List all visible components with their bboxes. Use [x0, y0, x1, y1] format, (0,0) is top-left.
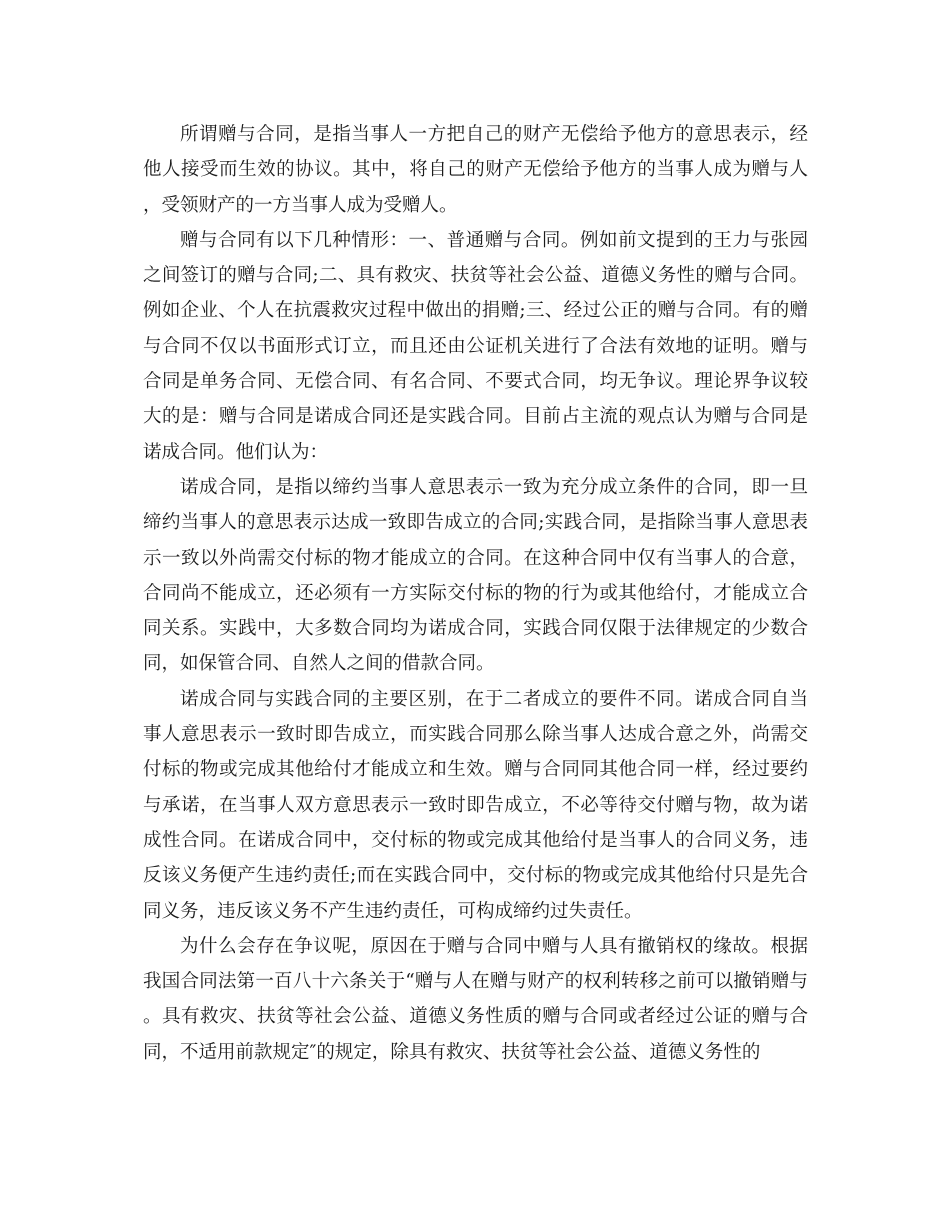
paragraph: 诺成合同，是指以缔约当事人意思表示一致为充分成立条件的合同，即一旦缔约当事人的意思表示达成一致即告成立的合同;实践合同，是指除当事人意思表示一致以外尚需交付标的物才能成立的合同。在这种合同中仅有当事人的合意，合同尚不能成立，还必须有一方实际交付标的物的行为或其他给付，才能成立合同关系。实践中，大多数合同均为诺成合同，实践合同仅限于法律规定的少数合同，如保管合同、自然人之间的借款合同。	[143, 476, 808, 675]
paragraph: 诺成合同与实践合同的主要区别，在于二者成立的要件不同。诺成合同自当事人意思表示一致时即告成立，而实践合同那么除当事人达成合意之外，尚需交付标的物或完成其他给付才能成立和生效。赠与合同同其他合同一样，经过要约与承诺，在当事人双方意思表示一致时即告成立，不必等待交付赠与物，故为诺成性合同。在诺成合同中，交付标的物或完成其他给付是当事人的合同义务，违反该义务便产生违约责任;而在实践合同中，交付标的物或完成其他给付只是先合同义务，违反该义务不产生违约责任，可构成缔约过失责任。	[143, 688, 808, 922]
document-body	[143, 117, 808, 1070]
paragraph: 赠与合同有以下几种情形：一、普通赠与合同。例如前文提到的王力与张园之间签订的赠与合同;二、具有救灾、扶贫等社会公益、道德义务性的赠与合同。例如企业、个人在抗震救灾过程中做出的捐赠;三、经过公正的赠与合同。有的赠与合同不仅以书面形式订立，而且还由公证机关进行了合法有效地的证明。赠与合同是单务合同、无偿合同、有名合同、不要式合同，均无争议。理论界争议较大的是：赠与合同是诺成合同还是实践合同。目前占主流的观点认为赠与合同是诺成合同。他们认为：	[143, 229, 808, 463]
paragraph: 为什么会存在争议呢，原因在于赠与合同中赠与人具有撤销权的缘故。根据我国合同法第一百八十六条关于“赠与人在赠与财产的权利转移之前可以撤销赠与。具有救灾、扶贫等社会公益、道德义务性质的赠与合同或者经过公证的赠与合同，不适用前款规定″的规定，除具有救灾、扶贫等社会公益、道德义务性的	[143, 935, 808, 1063]
paragraph: 所谓赠与合同，是指当事人一方把自己的财产无偿给予他方的意思表示，经他人接受而生效的协议。其中，将自己的财产无偿给予他方的当事人成为赠与人，受领财产的一方当事人成为受赠人。	[143, 124, 808, 216]
